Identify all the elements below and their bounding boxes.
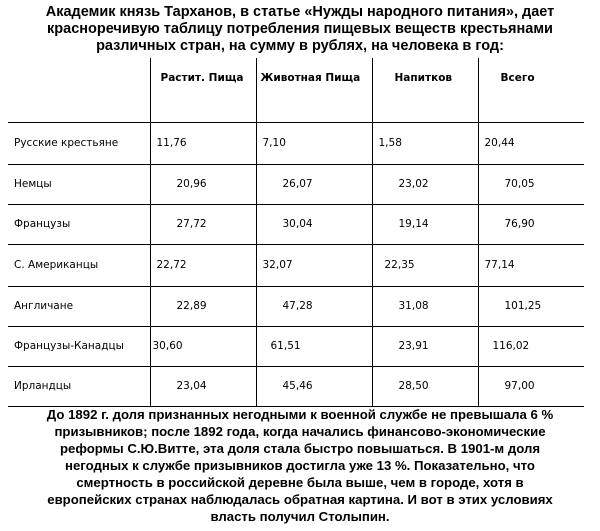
cell-value: 77,14 (478, 244, 584, 286)
column-header: Всего (478, 58, 584, 122)
body-line: До 1892 г. доля признанных негодными к военной службе не превышала 6 % (46, 407, 554, 422)
table-row (8, 286, 584, 326)
body-text (6, 406, 594, 525)
cell-value: 22,72 (150, 244, 256, 286)
heading-line: красноречивую таблицу потребления пищевых веществ крестьянами (47, 21, 553, 37)
cell-value: 1,58 (372, 122, 478, 164)
cell-value: 45,46 (256, 366, 372, 406)
cell-value: 30,04 (256, 204, 372, 244)
body-line: призывников; после 1892 года, когда начались финансово-экономические (54, 424, 546, 439)
body-line: смертность в российской деревне была выше, чем в городе, хотя в (76, 475, 524, 490)
cell-value: 19,14 (372, 204, 478, 244)
cell-value: 22,35 (372, 244, 478, 286)
table-row (8, 204, 584, 244)
row-label: С. Американцы (8, 244, 150, 286)
cell-value: 20,96 (150, 164, 256, 204)
cell-value: 28,50 (372, 366, 478, 406)
row-label: Немцы (8, 164, 150, 204)
cell-value: 101,25 (478, 286, 584, 326)
table-header-row (8, 58, 584, 122)
heading-line: различных стран, на сумму в рублях, на человека в год: (96, 38, 504, 54)
table-row (8, 164, 584, 204)
table-row (8, 366, 584, 406)
heading (8, 4, 592, 55)
body-line: негодных к службе призывников достигла уже 13 %. Показательно, что (65, 458, 535, 473)
row-label: Русские крестьяне (8, 122, 150, 164)
cell-value: 47,28 (256, 286, 372, 326)
cell-value: 26,07 (256, 164, 372, 204)
column-header: Растит. Пища (150, 58, 256, 122)
cell-value: 61,51 (256, 326, 372, 366)
cell-value: 7,10 (256, 122, 372, 164)
column-header: Животная Пища (256, 58, 372, 122)
cell-value: 116,02 (478, 326, 584, 366)
cell-value: 23,91 (372, 326, 478, 366)
table-row (8, 122, 584, 164)
table-row (8, 326, 584, 366)
column-header (8, 58, 150, 122)
cell-value: 30,60 (150, 326, 256, 366)
body-line: европейских странах наблюдалась обратная картина. И вот в этих условиях (47, 492, 553, 507)
cell-value: 97,00 (478, 366, 584, 406)
cell-value: 23,04 (150, 366, 256, 406)
cell-value: 32,07 (256, 244, 372, 286)
cell-value: 22,89 (150, 286, 256, 326)
row-label: Ирландцы (8, 366, 150, 406)
cell-value: 76,90 (478, 204, 584, 244)
body-line: реформы С.Ю.Витте, эта доля стала быстро повышаться. В 1901-м доля (59, 441, 541, 456)
cell-value: 27,72 (150, 204, 256, 244)
consumption-table (8, 58, 584, 407)
heading-line: Академик князь Тарханов, в статье «Нужды народного питания», дает (45, 4, 555, 20)
cell-value: 70,05 (478, 164, 584, 204)
cell-value: 11,76 (150, 122, 256, 164)
column-header: Напитков (372, 58, 478, 122)
cell-value: 20,44 (478, 122, 584, 164)
row-label: Англичане (8, 286, 150, 326)
body-line: власть получил Столыпин. (210, 509, 390, 524)
cell-value: 31,08 (372, 286, 478, 326)
row-label: Французы (8, 204, 150, 244)
cell-value: 23,02 (372, 164, 478, 204)
table-row (8, 244, 584, 286)
row-label: Французы-Канадцы (8, 326, 150, 366)
